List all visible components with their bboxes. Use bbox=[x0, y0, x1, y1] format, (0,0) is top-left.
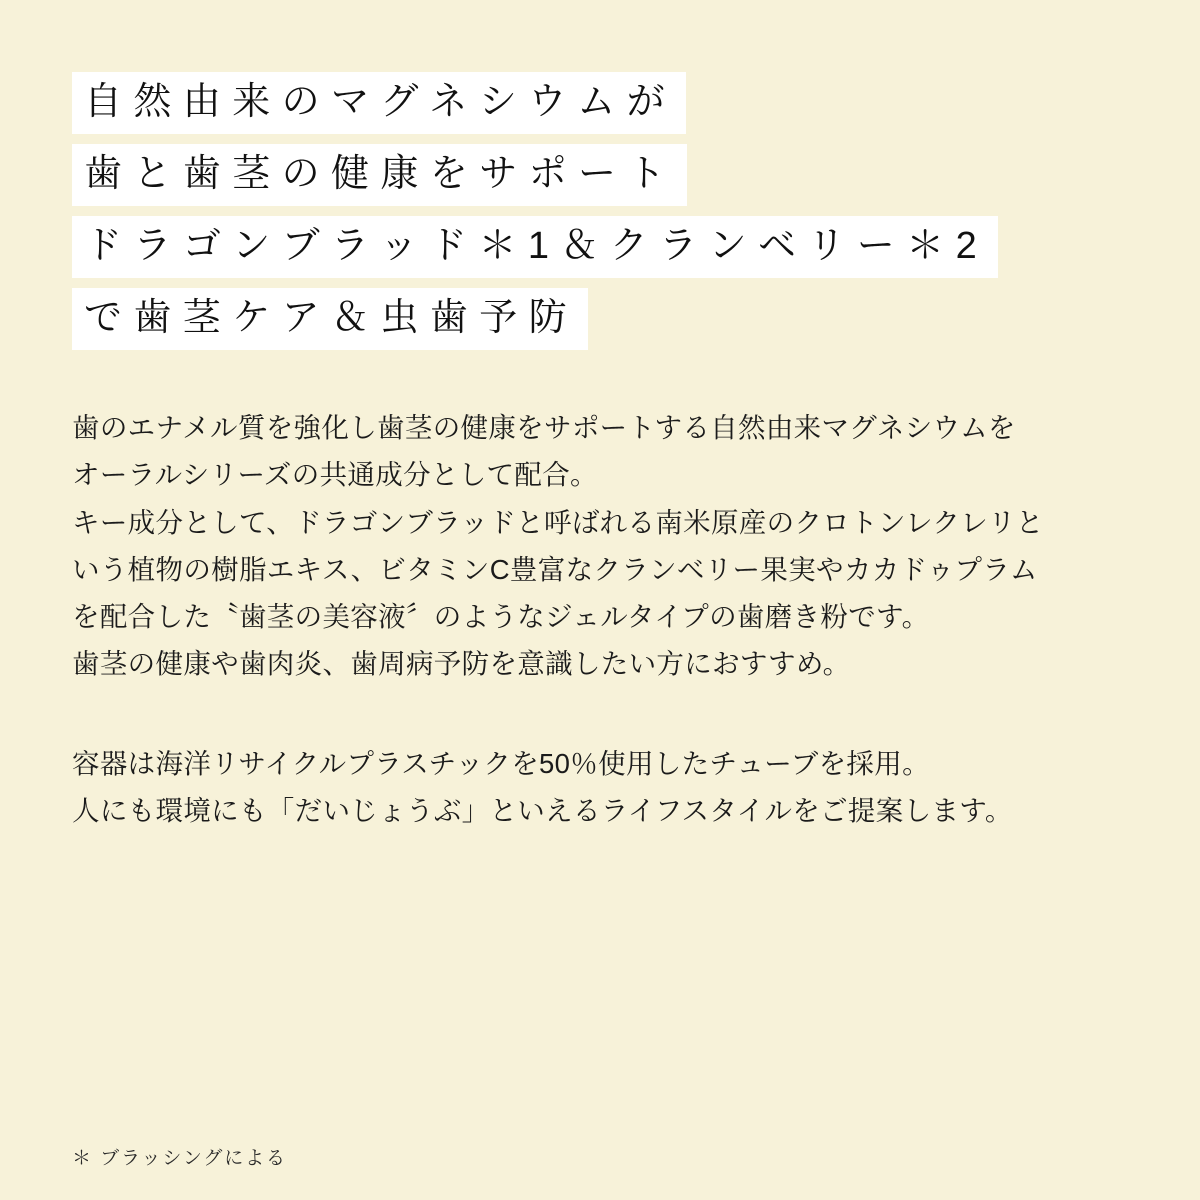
body-line-6: 歯茎の健康や歯肉炎、歯周病予防を意識したい方におすすめ。 bbox=[72, 648, 851, 680]
footnote: ＊ ブラッシングによる bbox=[72, 1148, 287, 1169]
paragraph-spacer bbox=[72, 688, 1152, 740]
headline-line-2: 歯と歯茎の健康をサポート bbox=[72, 144, 687, 206]
headline-block bbox=[72, 72, 1132, 360]
headline-line-4: で歯茎ケア＆虫歯予防 bbox=[72, 288, 588, 350]
body-line-7: 容器は海洋リサイクルプラスチックを50％使用したチューブを採用。 bbox=[72, 747, 930, 779]
body-copy-block bbox=[72, 404, 1152, 834]
headline-line-1: 自然由来のマグネシウムが bbox=[72, 72, 686, 134]
body-line-4: いう植物の樹脂エキス、ビタミンC豊富なクランベリー果実やカカドゥプラム bbox=[72, 553, 1038, 585]
body-line-3: キー成分として、ドラゴンブラッドと呼ばれる南米原産のクロトンレクレリと bbox=[72, 506, 1044, 538]
body-line-2: オーラルシリーズの共通成分として配合。 bbox=[72, 459, 598, 491]
body-line-1: 歯のエナメル質を強化し歯茎の健康をサポートする自然由来マグネシウムを bbox=[72, 412, 1016, 443]
body-line-8: 人にも環境にも「だいじょうぶ」といえるライフスタイルをご提案します。 bbox=[72, 795, 1013, 827]
headline-line-3: ドラゴンブラッド＊1＆クランベリー＊2 bbox=[72, 216, 998, 278]
body-line-5: を配合した〝歯茎の美容液〞のようなジェルタイプの歯磨き粉です。 bbox=[72, 601, 930, 633]
